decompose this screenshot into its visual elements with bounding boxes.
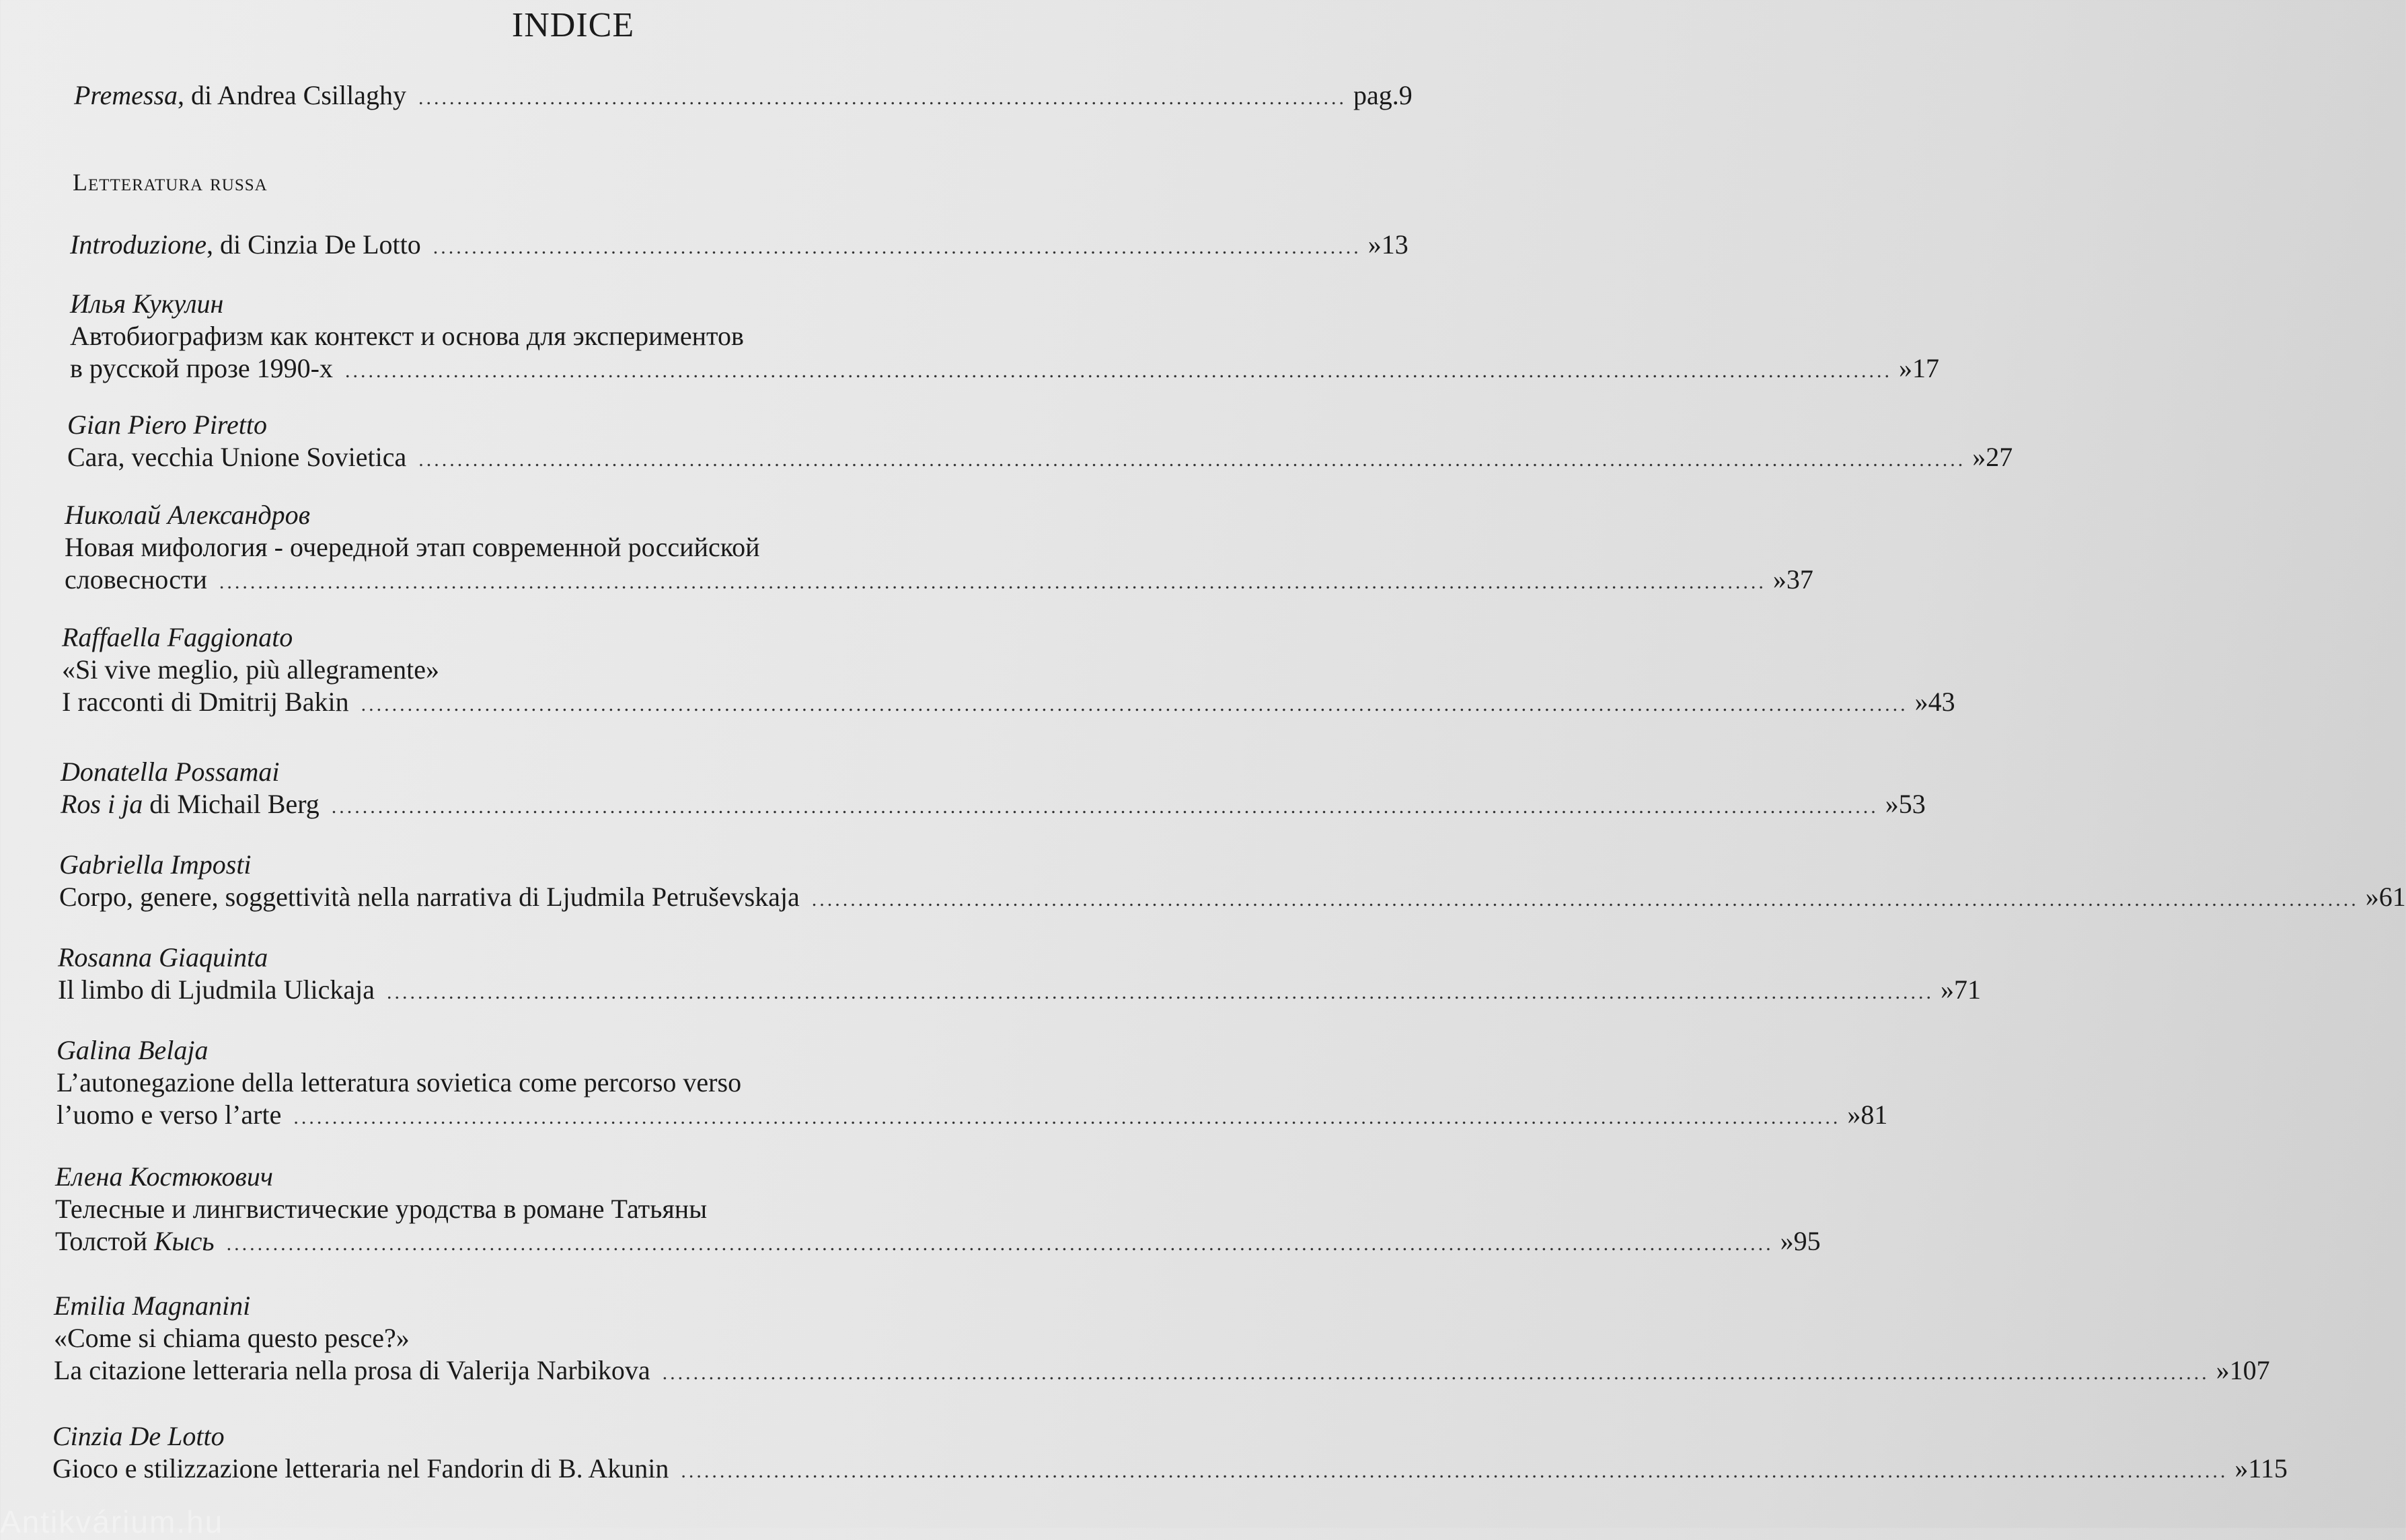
entry-title-text: Толстой <box>55 1226 154 1256</box>
entry-title-italic: Premessa <box>74 80 178 110</box>
toc-entry <box>55 1161 1821 1260</box>
entry-author: Emilia Magnanini <box>54 1291 251 1321</box>
page-number: 9 <box>1398 80 1413 110</box>
page-marker: » <box>1847 1100 1861 1130</box>
entry-title <box>54 1354 650 1387</box>
entry-title-text: Gioco e stilizzazione letteraria nel Fandorin di B. Akunin <box>52 1453 669 1484</box>
page-number: 13 <box>1381 229 1408 260</box>
toc-entry <box>58 941 1982 1009</box>
entry-title-text: di Michail Berg <box>143 789 319 819</box>
toc-line <box>58 974 1982 1009</box>
entry-author: Galina Belaja <box>57 1035 209 1065</box>
page-marker: » <box>1772 564 1787 594</box>
entry-title <box>55 1225 215 1258</box>
entry-title-text: Corpo, genere, soggettività nella narrativa di Ljudmila Petruševskaja <box>59 882 800 912</box>
entry-title-text: словесности <box>65 564 207 594</box>
leader-dots: ........................................................................................................................................................................................................ <box>418 449 1966 471</box>
entry-title <box>59 881 800 913</box>
page-marker: » <box>1898 353 1912 383</box>
leader-dots: ........................................................................................................................................................................................................ <box>219 571 1766 593</box>
toc-entry <box>67 409 2013 476</box>
page-number: 43 <box>1928 687 1955 717</box>
entry-title-line: «Si vive meglio, più allegramente» <box>62 654 439 685</box>
toc-line <box>54 1354 2270 1389</box>
entry-author: Rosanna Giaquinta <box>58 942 268 972</box>
entry-author: Gian Piero Piretto <box>67 410 267 440</box>
leader-dots: ........................................................................................................................ <box>433 236 1361 258</box>
entry-title <box>65 564 207 596</box>
entry-author: Gabriella Imposti <box>59 849 252 880</box>
page-title: INDICE <box>511 6 635 44</box>
page-number: 17 <box>1912 353 1939 383</box>
leader-dots: ........................................................................................................................................................................................................ <box>226 1233 1774 1255</box>
toc-line <box>61 788 1926 823</box>
entry-title-text: La citazione letteraria nella prosa di Valerija Narbikova <box>54 1355 650 1385</box>
leader-dots: ........................................................................................................................ <box>418 87 1347 109</box>
toc-entry-introduzione <box>70 229 1408 264</box>
toc-line <box>70 229 1408 264</box>
entry-title <box>62 686 349 718</box>
leader-dots: ........................................................................................................................................................................................................ <box>811 888 2359 911</box>
entry-author: Raffaella Faggionato <box>62 622 293 652</box>
page-number: 71 <box>1954 974 1982 1005</box>
page-marker: » <box>1885 789 1899 819</box>
toc-line <box>57 1099 1888 1134</box>
toc-line <box>74 79 1413 114</box>
page-number: 27 <box>1986 442 2013 472</box>
entry-title-italic: Кысь <box>153 1226 215 1256</box>
entry-author: Елена Костюкович <box>55 1161 273 1192</box>
page-marker: » <box>1972 442 1986 472</box>
watermark: Antikvárium.hu <box>0 1504 224 1539</box>
page-marker: pag. <box>1353 80 1399 110</box>
entry-author: Илья Кукулин <box>70 288 224 319</box>
page-marker: » <box>2216 1355 2230 1385</box>
entry-title-text: l’uomo e verso l’arte <box>57 1100 282 1130</box>
page-number: 95 <box>1793 1226 1821 1256</box>
page-number: 61 <box>2378 882 2406 912</box>
leader-dots: ........................................................................................................................................................................................................ <box>344 360 1892 382</box>
entry-title <box>70 229 421 261</box>
toc-line <box>67 441 2013 476</box>
leader-dots: ........................................................................................................................................................................................................ <box>387 981 1934 1003</box>
page-marker: » <box>2365 882 2379 912</box>
entry-title-text: Cara, vecchia Unione Sovietica <box>67 442 407 472</box>
entry-title-italic: Ros i ja <box>61 789 143 819</box>
toc-entry-premessa <box>74 79 1413 114</box>
entry-title-italic: Introduzione <box>70 229 206 260</box>
toc-entry <box>65 499 1813 599</box>
entry-title <box>61 788 319 820</box>
page-number: 37 <box>1786 564 1813 594</box>
toc-entry <box>52 1420 2288 1488</box>
toc-line <box>70 352 1939 387</box>
leader-dots: ........................................................................................................................................................................................................ <box>293 1106 1841 1128</box>
toc-entry <box>59 849 2406 916</box>
entry-author: Cinzia De Lotto <box>52 1421 225 1451</box>
entry-author: Donatella Possamai <box>61 757 280 787</box>
entry-title <box>74 79 406 112</box>
entry-title-line: L’autonegazione della letteratura sovietica come percorso verso <box>57 1067 742 1098</box>
entry-title-rest: , di Cinzia De Lotto <box>206 229 421 260</box>
entry-title <box>58 974 375 1006</box>
leader-dots: ........................................................................................................................................................................................................ <box>681 1460 2228 1482</box>
toc-entry <box>62 621 1955 721</box>
entry-title <box>67 441 406 473</box>
leader-dots: ........................................................................................................................................................................................................ <box>662 1362 2210 1384</box>
entry-title-text: Il limbo di Ljudmila Ulickaja <box>58 974 375 1005</box>
toc-entry <box>61 756 1926 823</box>
page-number: 81 <box>1860 1100 1888 1130</box>
page-marker: » <box>1914 687 1928 717</box>
page-marker: » <box>1780 1226 1794 1256</box>
toc-line <box>59 881 2406 916</box>
entry-title-rest: , di Andrea Csillaghy <box>178 80 407 110</box>
page-marker: » <box>1367 229 1382 260</box>
entry-title-text: в русской прозе 1990-х <box>70 353 333 383</box>
entry-title <box>57 1099 281 1131</box>
toc-entry <box>54 1290 2270 1389</box>
page-number: 53 <box>1898 789 1926 819</box>
page-marker: » <box>2234 1453 2249 1484</box>
leader-dots: ........................................................................................................................................................................................................ <box>361 693 1908 716</box>
toc-line <box>65 564 1813 599</box>
entry-title-line: Телесные и лингвистические уродства в романе Татьяны <box>55 1194 708 1224</box>
entry-title <box>70 352 333 385</box>
toc-entry <box>70 288 1939 387</box>
entry-title-text: I racconti di Dmitrij Bakin <box>62 687 349 717</box>
toc-line <box>52 1453 2288 1488</box>
entry-title <box>52 1453 669 1485</box>
page-marker: » <box>1941 974 1955 1005</box>
toc-line <box>55 1225 1821 1260</box>
page-number: 115 <box>2248 1453 2288 1484</box>
page-number: 107 <box>2229 1355 2270 1385</box>
entry-title-line: «Come si chiama questo pesce?» <box>54 1323 410 1353</box>
toc-line <box>62 686 1955 721</box>
entry-title-line: Автобиографизм как контекст и основа для экспериментов <box>70 321 744 351</box>
entry-author: Николай Александров <box>65 500 310 530</box>
entry-title-line: Новая мифология - очередной этап современной российской <box>65 532 760 562</box>
toc-entry <box>57 1034 1888 1134</box>
leader-dots: ........................................................................................................................................................................................................ <box>331 796 1879 818</box>
section-heading: Letteratura russa <box>73 169 268 196</box>
